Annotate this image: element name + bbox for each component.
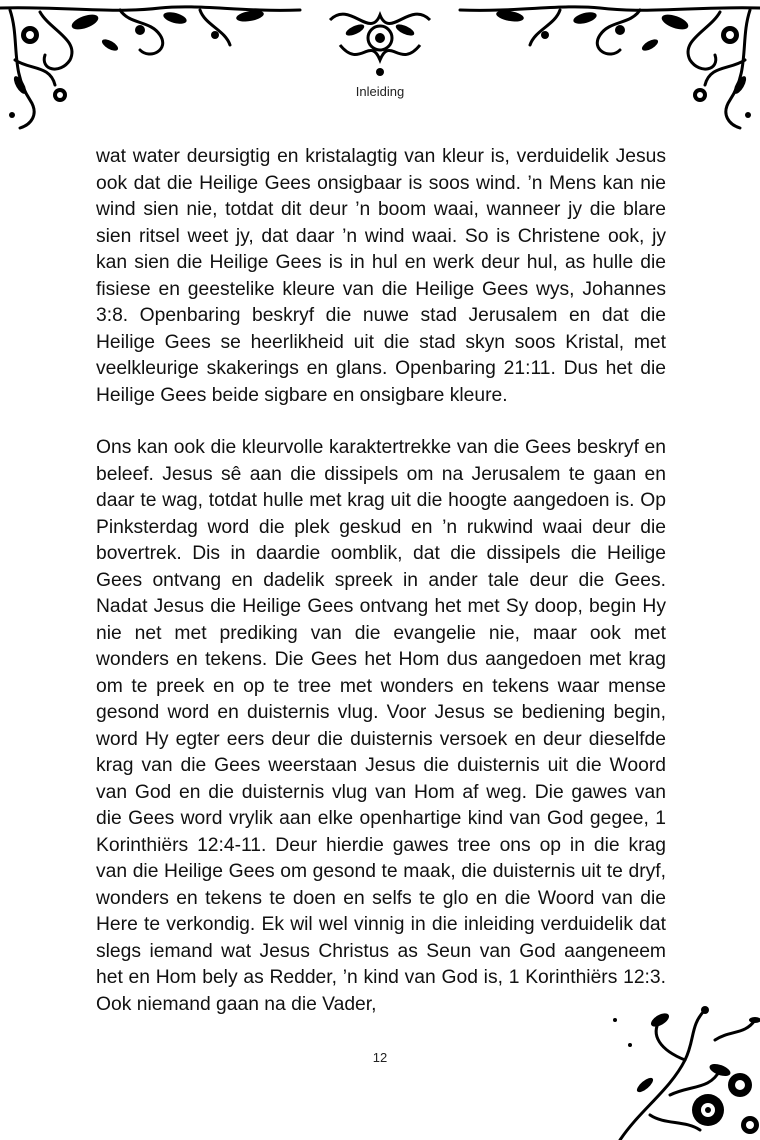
floral-corner-top-left-icon	[0, 0, 330, 130]
paragraph-2: Ons kan ook die kleurvolle karaktertrekke van die Gees beskryf en beleef. Jesus sê aan die dissipels om na Jerusalem te gaan en daar te wag, totdat hulle met krag uit die hoogte aangedoen is. Op Pinksterdag word die plek geskud en ’n rukwind waai deur die bovertrek. Dis in daardie oomblik, dat die dissipels die Heilige Gees ontvang en dadelik spreek in ander tale deur die Gees. Nadat Jesus die Heilige Gees ontvang het met Sy doop, begin Hy nie net met prediking van die evangelie nie, maar ook met wonders en tekens. Die Gees het Hom dus aangedoen met krag om te preek en op te tree met wonders en tekens waar mense gesond word en duisternis vlug. Voor Jesus se bediening begin, word Hy egter eers deur die duisternis versoek en deur dieselfde krag van die Gees weerstaan Jesus die duisternis uit die Woord van God en die duisternis vlug van Hom af weg. Die gawes van die Gees word vrylik aan elke openhartige kind van God gegee, 1 Korinthiërs 12:4-11. Deur hierdie gawes tree ons op in die krag van die Heilige Gees om gesond te maak, die duisternis uit te dryf, wonders en tekens te doen en selfs te glo en die Woord van die Here te verkondig. Ek wil wel vinnig in die inleiding verduidelik dat slegs iemand wat Jesus Christus as Seun van God aangeneem het en Hom bely as Redder, ’n kind van God is, 1 Korinthiërs 12:3. Ook niemand gaan na die Vader,	[96, 437, 666, 1015]
floral-medallion-icon	[320, 0, 440, 80]
body-text	[96, 144, 666, 1044]
running-title: Inleiding	[355, 84, 405, 99]
paragraph-1: wat water deursigtig en kristalagtig van kleur is, verduidelik Jesus ook dat die Heilige Gees onsigbaar is soos wind. ’n Mens kan nie wind sien nie, totdat dit deur ’n boom waai, wanneer jy die blare sien ritsel weet jy, dat daar ’n wind waai. So is Christene ook, jy kan sien die Heilige Gees is in hul en werk deur hul, as hulle die fisiese en geestelike kleure van die Heilige Gees wys, Johannes 3:8. Openbaring beskryf die nuwe stad Jerusalem en dat die Heilige Gees se heerlikheid uit die stad skyn soos Kristal, met veelkleurige skakerings en glans. Openbaring 21:11. Dus het die Heilige Gees beide sigbare en onsigbare kleure.	[96, 146, 666, 406]
floral-corner-top-right-icon	[430, 0, 760, 130]
page-number: 12	[372, 1050, 388, 1065]
floral-spray-icon	[590, 1000, 760, 1140]
